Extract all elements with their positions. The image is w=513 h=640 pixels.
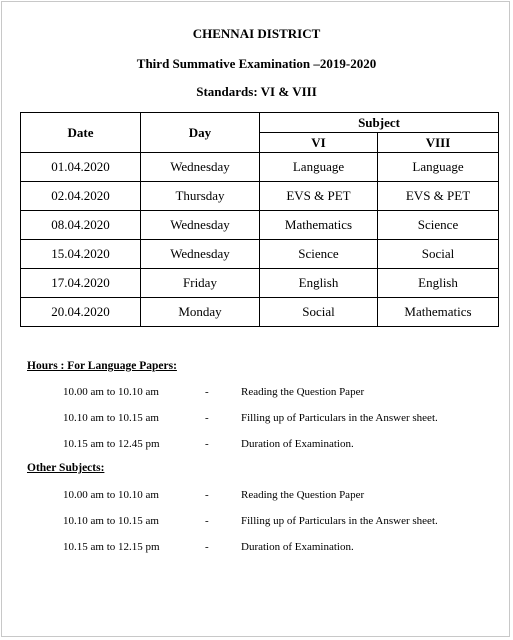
viii-subject-cell: EVS & PET	[378, 182, 499, 211]
table-row	[21, 298, 499, 327]
date-cell: 17.04.2020	[21, 269, 141, 298]
standard-vi-header: VI	[260, 133, 378, 153]
date-cell: 01.04.2020	[21, 153, 141, 182]
vi-subject-cell: Social	[260, 298, 378, 327]
dash-separator: -	[205, 541, 209, 553]
district-title: CHENNAI DISTRICT	[192, 26, 321, 41]
dash-separator: -	[205, 438, 209, 450]
time-range: 10.15 am to 12.15 pm	[63, 541, 160, 553]
standard-viii-header: VIII	[378, 133, 499, 153]
time-range: 10.10 am to 10.15 am	[63, 412, 159, 424]
time-range: 10.00 am to 10.10 am	[63, 386, 159, 398]
viii-subject-cell: Mathematics	[378, 298, 499, 327]
timing-row	[0, 411, 513, 425]
table-row	[21, 211, 499, 240]
activity-description: Duration of Examination.	[241, 541, 354, 553]
timing-row	[0, 514, 513, 528]
viii-subject-cell: Social	[378, 240, 499, 269]
vi-subject-cell: EVS & PET	[260, 182, 378, 211]
table-header-row	[21, 113, 499, 133]
day-cell: Thursday	[141, 182, 260, 211]
day-cell: Wednesday	[141, 240, 260, 269]
dash-separator: -	[205, 412, 209, 424]
exam-title: Third Summative Examination –2019-2020	[136, 56, 377, 71]
table-row	[21, 240, 499, 269]
viii-subject-cell: English	[378, 269, 499, 298]
table-row	[21, 153, 499, 182]
vi-subject-cell: Mathematics	[260, 211, 378, 240]
day-cell: Friday	[141, 269, 260, 298]
day-cell: Wednesday	[141, 153, 260, 182]
table-row	[21, 269, 499, 298]
activity-description: Duration of Examination.	[241, 438, 354, 450]
date-cell: 08.04.2020	[21, 211, 141, 240]
table-row	[21, 182, 499, 211]
vi-subject-cell: Language	[260, 153, 378, 182]
activity-description: Reading the Question Paper	[241, 489, 365, 501]
vi-subject-cell: English	[260, 269, 378, 298]
activity-description: Filling up of Particulars in the Answer sheet.	[241, 515, 438, 527]
day-cell: Monday	[141, 298, 260, 327]
activity-description: Filling up of Particulars in the Answer sheet.	[241, 412, 438, 424]
vi-subject-cell: Science	[260, 240, 378, 269]
timing-row	[0, 437, 513, 451]
timing-row	[0, 540, 513, 554]
timing-row	[0, 488, 513, 502]
date-cell: 02.04.2020	[21, 182, 141, 211]
activity-description: Reading the Question Paper	[241, 386, 365, 398]
time-range: 10.10 am to 10.15 am	[63, 515, 159, 527]
viii-subject-cell: Language	[378, 153, 499, 182]
timing-row	[0, 385, 513, 399]
date-cell: 15.04.2020	[21, 240, 141, 269]
date-column-header: Date	[21, 113, 141, 153]
day-cell: Wednesday	[141, 211, 260, 240]
dash-separator: -	[205, 515, 209, 527]
standards-title: Standards: VI & VIII	[196, 84, 317, 99]
time-range: 10.15 am to 12.45 pm	[63, 438, 160, 450]
exam-schedule-table	[20, 112, 499, 327]
time-range: 10.00 am to 10.10 am	[63, 489, 159, 501]
dash-separator: -	[205, 489, 209, 501]
day-column-header: Day	[141, 113, 260, 153]
subject-column-header: Subject	[260, 113, 499, 133]
viii-subject-cell: Science	[378, 211, 499, 240]
dash-separator: -	[205, 386, 209, 398]
other-subjects-hours-title: Other Subjects:	[27, 462, 105, 474]
language-papers-hours-title: Hours : For Language Papers:	[27, 360, 177, 372]
date-cell: 20.04.2020	[21, 298, 141, 327]
